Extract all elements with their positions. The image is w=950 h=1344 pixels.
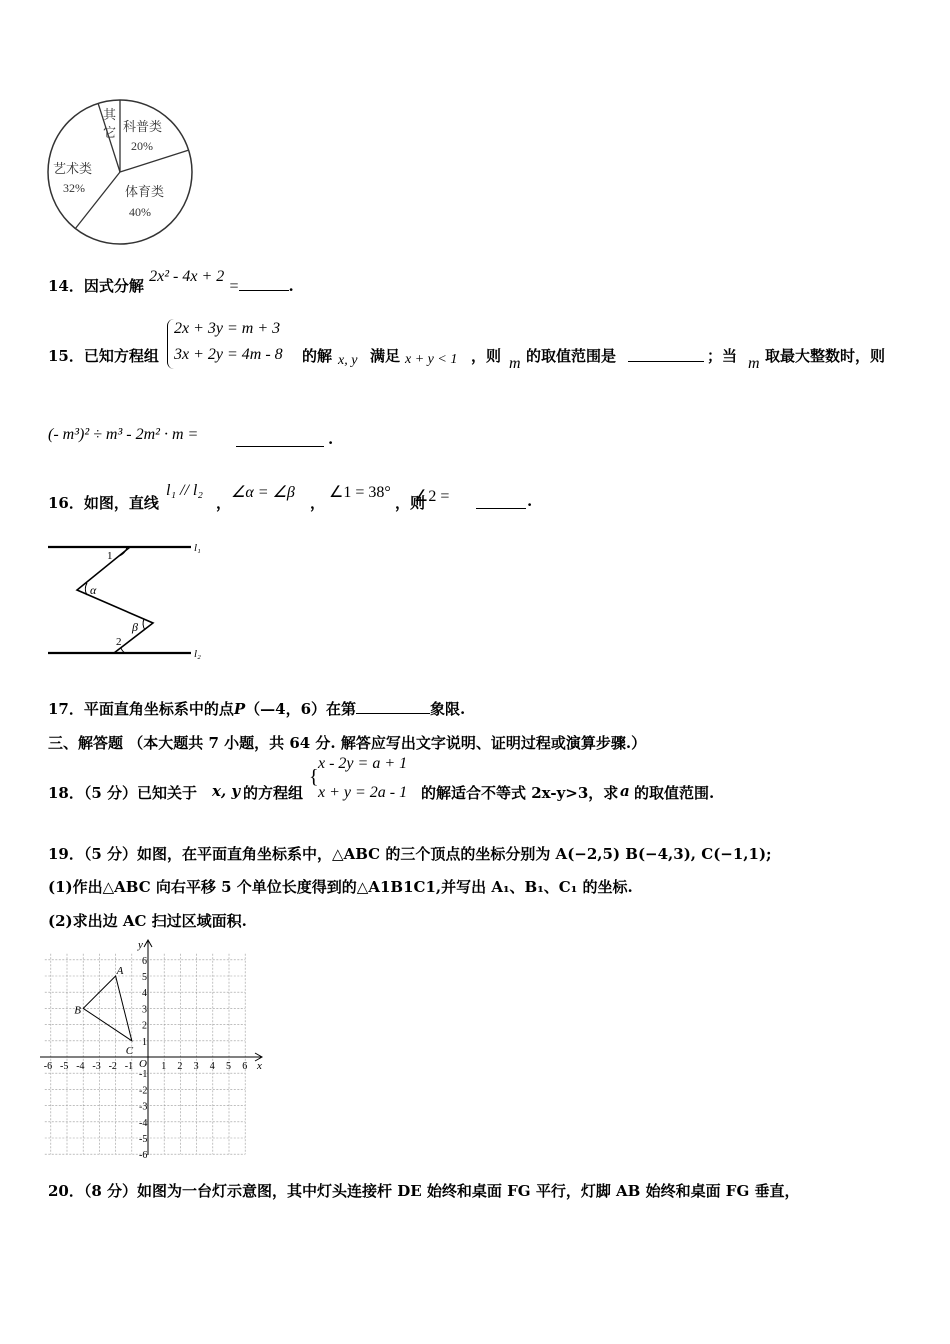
- coordinate-grid: [40, 935, 270, 1160]
- q17-text: 17．平面直角坐标系中的点: [48, 700, 234, 718]
- x-tick-label: -3: [92, 1061, 101, 1072]
- y-tick-label: -1: [139, 1069, 148, 1081]
- q18-a: a: [620, 782, 630, 800]
- q15-equation-2: 3x + 2y = 4m - 8: [174, 346, 283, 363]
- q18-text-system: 的方程组: [243, 784, 304, 802]
- q18-vars: x, y: [212, 782, 241, 800]
- x-tick-label: 3: [193, 1061, 199, 1072]
- x-tick-label: 6: [242, 1061, 248, 1072]
- q20-text: 20．（8 分）如图为一台灯示意图，其中灯头连接杆 DE 始终和桌面 FG 平行，灯脚 AB 始终和桌面 FG 垂直，: [48, 1182, 800, 1200]
- q18-brace: {: [309, 766, 319, 788]
- x-tick-label: 2: [177, 1061, 183, 1072]
- q16-figure: [45, 535, 215, 665]
- label-l1: l₁: [194, 542, 201, 554]
- q17-point: P: [233, 700, 246, 718]
- pie-label-sport: 体育类: [125, 184, 165, 199]
- x-tick-label: -1: [124, 1061, 134, 1072]
- q18-text-inequality: 的解适合不等式 2x-y>3，求: [421, 784, 619, 802]
- q15-text-max: 取最大整数时，则: [765, 347, 886, 365]
- q14-number: 14．因式分解: [48, 277, 144, 295]
- q16-answer-blank[interactable]: [476, 494, 526, 509]
- question-14: [48, 268, 294, 296]
- pie-label-other-1: 其: [103, 107, 117, 122]
- q16-parallel: l₁ // l₂: [166, 482, 203, 499]
- y-axis-label: y: [138, 939, 143, 951]
- pie-pct-science: 20%: [131, 139, 153, 153]
- pie-pct-sport: 40%: [129, 205, 151, 219]
- q14-equals: =: [229, 278, 239, 295]
- y-tick-label: 2: [142, 1020, 147, 1032]
- label-angle-2: 2: [116, 636, 122, 648]
- q16-comma-2: ，: [310, 494, 326, 512]
- q15-m: m: [509, 355, 521, 372]
- y-tick-label: 3: [142, 1004, 147, 1016]
- q16-number: 16．如图，直线: [48, 494, 159, 512]
- y-tick-label: -5: [139, 1134, 148, 1145]
- q15-brace: [167, 319, 174, 369]
- q15-text-range: 的取值范围是: [526, 347, 617, 365]
- q15-text-solution: 的解: [302, 347, 333, 365]
- vertex-c-label: C: [125, 1044, 134, 1057]
- q17-answer-blank[interactable]: [356, 699, 430, 714]
- q15-text-satisfy: 满足: [370, 347, 401, 365]
- q15-equation-1: 2x + 3y = m + 3: [174, 320, 281, 337]
- vertex-b-label: B: [74, 1004, 81, 1017]
- q16-comma-1: ，: [216, 494, 232, 512]
- pie-label-other-2: 它: [103, 125, 117, 140]
- q16-angle-eq: ∠α = ∠β: [231, 484, 295, 501]
- q18-equation-2: x + y = 2a - 1: [318, 784, 408, 801]
- origin-label: O: [139, 1058, 147, 1070]
- label-alpha: α: [90, 583, 97, 597]
- zigzag-path: [77, 547, 153, 653]
- label-l2: l₂: [194, 648, 201, 660]
- q15-answer-blank-1[interactable]: [628, 347, 704, 362]
- q15-expression-2: (- m³)² ÷ m³ - 2m² · m =: [48, 426, 199, 443]
- q14-end: .: [288, 277, 294, 295]
- q18-number: 18．（5 分）已知关于: [48, 784, 198, 802]
- vertex-a-label: A: [116, 965, 124, 977]
- label-beta: β: [132, 620, 138, 634]
- x-tick-label: -2: [108, 1061, 117, 1072]
- q15-answer-blank-2[interactable]: [236, 432, 324, 447]
- q19-line-3: (2)求出边 AC 扫过区域面积.: [48, 912, 247, 930]
- x-tick-label: 5: [226, 1061, 231, 1072]
- y-tick-label: -3: [139, 1101, 148, 1113]
- q15-condition: x + y < 1: [405, 352, 458, 367]
- q18-equation-1: x - 2y = a + 1: [318, 755, 408, 772]
- q16-end: .: [527, 492, 533, 510]
- q17-end: 象限.: [430, 700, 466, 718]
- q14-expression: 2x² - 4x + 2: [149, 268, 225, 285]
- q16-angle1: ∠1 = 38°: [329, 484, 391, 501]
- q15-m-2: m: [748, 355, 760, 372]
- x-tick-label: -5: [60, 1061, 69, 1072]
- y-tick-label: 5: [142, 972, 147, 983]
- q16-angle2: ∠2 =: [414, 488, 450, 505]
- q15-vars: x, y: [338, 353, 358, 368]
- q15-text-then: ，则: [471, 347, 502, 365]
- x-tick-label: 1: [161, 1061, 167, 1072]
- alpha-arc: [85, 583, 87, 595]
- q15-end: .: [328, 430, 334, 448]
- q14-answer-blank[interactable]: [239, 276, 289, 291]
- x-tick-label: 4: [209, 1061, 215, 1072]
- y-tick-label: 1: [142, 1036, 147, 1048]
- pie-pct-art: 32%: [63, 181, 85, 195]
- pie-label-science: 科普类: [123, 119, 163, 134]
- y-tick-label: 4: [142, 988, 147, 1000]
- q15-number: 15．已知方程组: [48, 347, 159, 365]
- question-17: [48, 698, 465, 719]
- pie-label-art: 艺术类: [53, 161, 93, 176]
- q18-text-range: 的取值范围.: [634, 784, 715, 802]
- x-tick-label: -6: [43, 1061, 53, 1072]
- q15-text-when: ；当: [707, 347, 738, 365]
- pie-chart: [45, 98, 197, 248]
- beta-arc: [143, 619, 145, 630]
- y-tick-label: 6: [142, 955, 147, 967]
- q19-line-1: 19．（5 分）如图，在平面直角坐标系中，△ABC 的三个顶点的坐标分别为 A(−2,5) B(−4,3), C(−1,1);: [48, 845, 772, 863]
- q16-text-then: ，则: [395, 494, 426, 512]
- q19-line-2: (1)作出△ABC 向右平移 5 个单位长度得到的△A1B1C1,并写出 A₁、B₁、C₁ 的坐标.: [48, 878, 633, 896]
- x-tick-label: -4: [76, 1061, 85, 1072]
- x-axis-label: x: [257, 1060, 262, 1072]
- label-angle-1: 1: [107, 550, 113, 562]
- y-tick-label: -2: [139, 1085, 148, 1097]
- q17-coord: （—4，6）在第: [245, 700, 357, 718]
- section-3-heading: 三、解答题 （本大题共 7 小题，共 64 分. 解答应写出文字说明、证明过程或演算步骤.）: [48, 734, 647, 752]
- y-tick-label: -6: [139, 1150, 148, 1160]
- y-tick-label: -4: [139, 1117, 148, 1129]
